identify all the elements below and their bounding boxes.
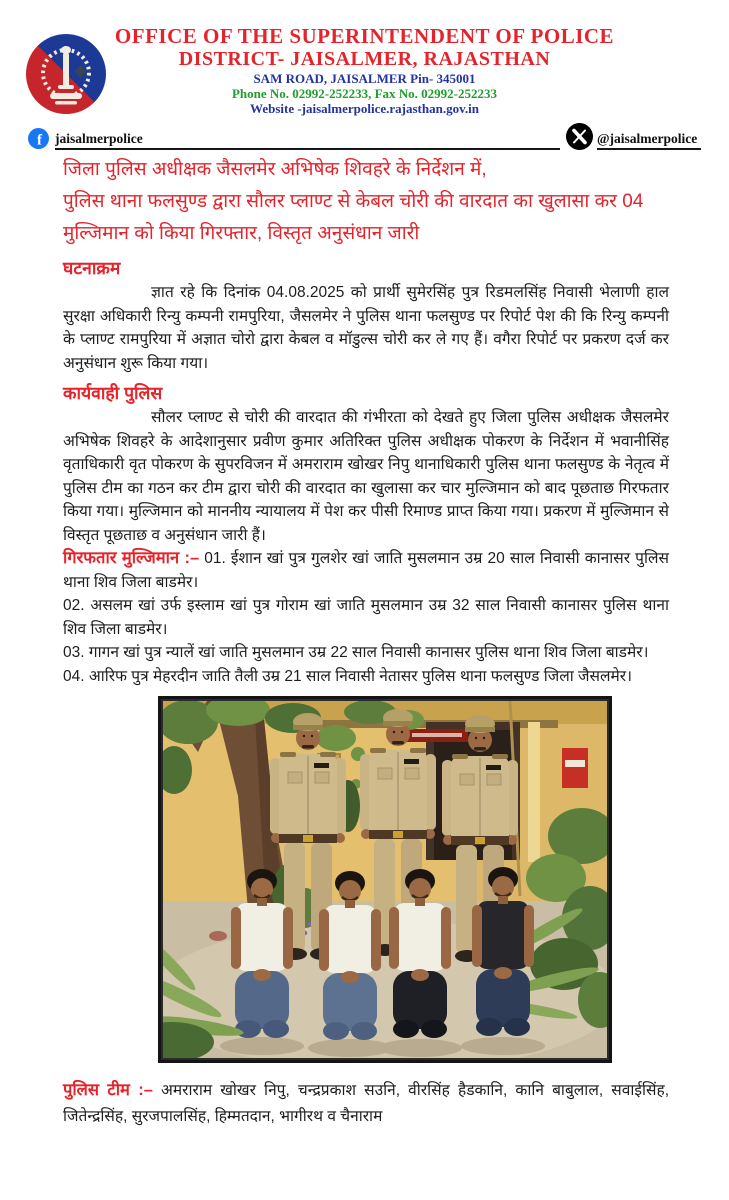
police-action-heading: कार्यवाही पुलिस <box>63 383 163 403</box>
incident-paragraph: ज्ञात रहे कि दिनांक 04.08.2025 को प्रार्थी सुमेरसिंह पुत्र रिडमलसिंह निवासी भेलाणी हाल सुरक्षा अधिकारी रिन्यु कम्पनी रामपुरिया, जैसलमेर ने पुलिस थाना फलसुण्ड पर रिपोर्ट पेश की कि रिन्यु कम्पनी के प्लाण्ट रामपुरिया में अज्ञात चोरो द्वारा केबल व मॉडुल्स चोरी कर ले गए हैं। वगैरा रिपोर्ट पर प्रकरण दर्ज कर अनुसंधान शुरू किया गया। <box>63 284 669 372</box>
press-photo <box>158 696 612 1063</box>
office-title-line2: DISTRICT- JAISALMER, RAJASTHAN <box>178 48 551 70</box>
x-handle: @jaisalmerpolice <box>597 131 698 146</box>
facebook-handle-rule <box>55 120 560 150</box>
police-crest-logo <box>25 33 107 115</box>
arrested-item-1-text: 01. ईशान खां पुत्र गुलशेर खां जाति मुसलमान उम्र 20 साल निवासी कानासर पुलिस थाना शिव जिला बाडमेर। <box>63 550 669 591</box>
arrested-item-3: 03. गागन खां पुत्र न्यालें खां जाति मुसलमान उम्र 22 साल निवासी कानासर पुलिस थाना शिव जिला बाडमेर। <box>63 644 649 661</box>
office-website: Website -jaisalmerpolice.rajasthan.gov.in <box>250 101 479 116</box>
arrested-item-2: 02. असलम खां उर्फ इस्लाम खां पुत्र गोराम खां जाति मुसलमान उम्र 32 साल निवासी कानासर पुलिस थाना शिव जिला बाडमेर। <box>63 597 669 638</box>
headline-line2: पुलिस थाना फलसुण्ड द्वारा सौलर प्लाण्ट से केबल चोरी की वारदात का खुलासा कर 04 <box>63 191 644 212</box>
facebook-icon <box>28 128 49 149</box>
arrested-item-1 <box>63 547 669 594</box>
police-team-heading: पुलिस टीम :– <box>63 1081 153 1099</box>
press-photo-illustration <box>158 696 612 1063</box>
document-body <box>63 154 669 1130</box>
headline-line3: मुल्जिमान को किया गिरफ्तार, विस्तृत अनुसंधान जारी <box>63 223 420 244</box>
police-action-paragraph: सौलर प्लाण्ट से चोरी की वारदात की गंभीरता को देखते हुए जिला पुलिस अधीक्षक जैसलमेर अभिषेक शिवहरे के आदेशानुसार प्रवीण कुमार अतिरिक्त पुलिस अधीक्षक पोकरण के निर्देशन में भवानीसिंह वृताधिकारी वृत पोकरण के सुपरविजन में अमराराम खोखर निपु थानाधिकारी पुलिस थाना फलसुण्ड के नेतृत्व में पुलिस टीम का गठन कर टीम द्वारा चोरी की वारदात का खुलासा कर चार मुल्जिमान को बाद पूछताछ गिरफतार किया गया। मुल्जिमान को माननीय न्यायालय में पेश कर पीसी रिमाण्ड प्राप्त किया गया। प्रकरण में मुल्जिमान से विस्तृत पूछताछ व अनुसंधान जारी हैं। <box>63 409 669 544</box>
x-twitter-icon <box>566 123 593 150</box>
arrested-item-4: 04. आरिफ पुत्र मेहरदीन जाति तैली उम्र 21 साल निवासी नेतासर पुलिस थाना फलसुण्ड जिला जैसलमेर। <box>63 667 633 685</box>
letterhead <box>0 0 729 116</box>
svg-text:f: f <box>37 132 42 149</box>
headline <box>63 154 669 250</box>
office-address: SAM ROAD, JAISALMER Pin- 345001 <box>253 71 476 86</box>
headline-line1: जिला पुलिस अधीक्षक जैसलमेर अभिषेक शिवहरे के निर्देशन में, <box>63 159 487 180</box>
arrested-heading: गिरफतार मुल्जिमान :– <box>63 549 200 567</box>
social-media-row <box>28 122 701 150</box>
police-team-line <box>63 1077 669 1130</box>
x-handle-rule <box>597 120 701 150</box>
office-title-line1: OFFICE OF THE SUPERINTENDENT OF POLICE <box>114 24 615 48</box>
incident-heading: घटनाक्रम <box>63 258 121 278</box>
office-phone-fax: Phone No. 02992-252233, Fax No. 02992-252233 <box>231 86 498 101</box>
facebook-handle: jaisalmerpolice <box>55 131 143 146</box>
police-team-names: अमराराम खोखर निपु, चन्द्रप्रकाश सउनि, वीरसिंह हैडकानि, कानि बाबुलाल, सवाईसिंह, जितेन्द्रसिंह, सुरजपालसिंह, हिम्मतदान, भागीरथ व चैनाराम <box>63 1082 669 1125</box>
